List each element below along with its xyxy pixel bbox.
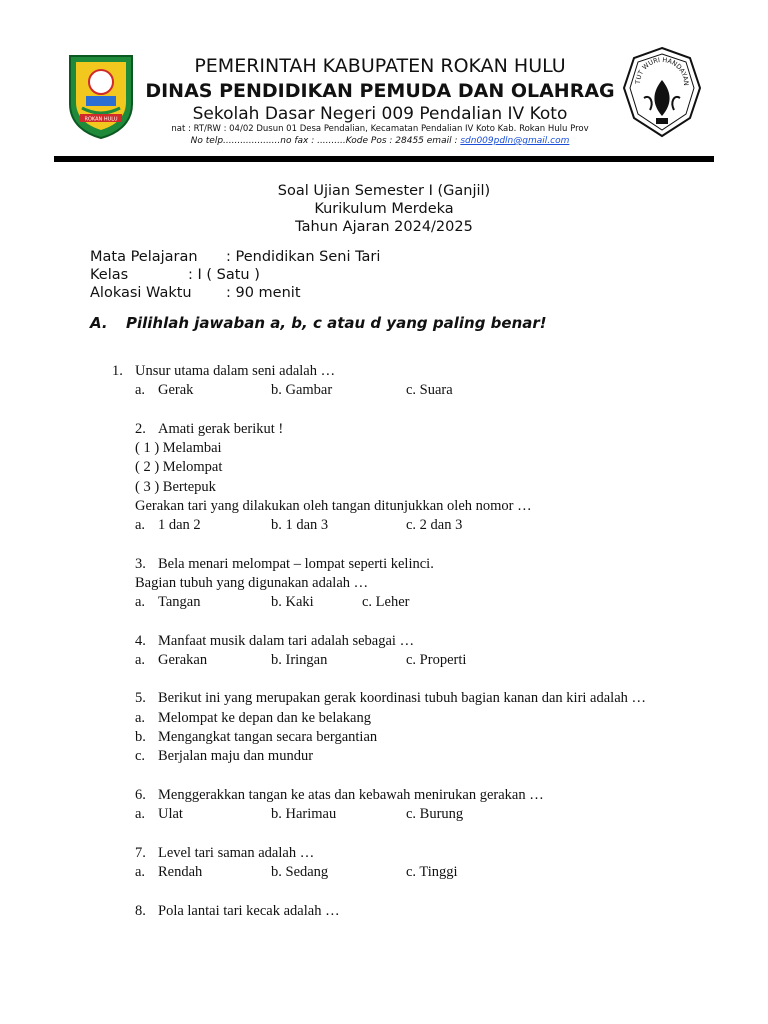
q5-option-a: Melompat ke depan dan ke belakang bbox=[158, 710, 371, 726]
q7-text: Level tari saman adalah … bbox=[158, 845, 315, 861]
q5-number: 5. bbox=[135, 690, 146, 706]
tut-wuri-text: TUT WURI HANDAYAN bbox=[633, 55, 691, 86]
info-class-value: : I ( Satu ) bbox=[188, 267, 260, 283]
regency-logo bbox=[66, 52, 136, 140]
q5-option-b: Mengangkat tangan secara bergantian bbox=[158, 729, 378, 745]
letterhead-divider bbox=[54, 156, 714, 162]
letterhead-government: PEMERINTAH KABUPATEN ROKAN HULU bbox=[194, 55, 566, 77]
contact-text: No telp....................no fax : ..........Kode Pos : 28455 email : bbox=[190, 136, 461, 146]
q8-number: 8. bbox=[135, 903, 146, 919]
q3-text: Bela menari melompat – lompat seperti kelinci. bbox=[158, 556, 434, 572]
q6-a-letter: a. bbox=[135, 806, 146, 822]
section-instruction: Pilihlah jawaban a, b, c atau d yang paling benar! bbox=[126, 314, 547, 332]
q2-line-2: ( 2 ) Melompat bbox=[135, 459, 223, 475]
q6-text: Menggerakkan tangan ke atas dan kebawah menirukan gerakan … bbox=[158, 787, 544, 803]
school-email-link[interactable]: sdn009pdln@gmail.com bbox=[460, 136, 570, 146]
q5-a-letter: a. bbox=[135, 710, 146, 726]
info-duration-value: : 90 menit bbox=[226, 285, 301, 301]
q2-option-c: c. 2 dan 3 bbox=[406, 517, 463, 533]
q1-a-letter: a. bbox=[135, 382, 146, 398]
info-duration bbox=[90, 285, 301, 301]
q5-c-letter: c. bbox=[135, 748, 146, 764]
section-letter: A. bbox=[90, 314, 108, 332]
q4-number: 4. bbox=[135, 633, 146, 649]
letterhead-contact bbox=[140, 136, 620, 146]
q2-number: 2. bbox=[135, 421, 146, 437]
q7-option-c: c. Tinggi bbox=[406, 864, 458, 880]
q1-option-c: c. Suara bbox=[406, 382, 453, 398]
q5-text: Berikut ini yang merupakan gerak koordinasi tubuh bagian kanan dan kiri adalah … bbox=[158, 690, 647, 706]
exam-year: Tahun Ajaran 2024/2025 bbox=[295, 219, 473, 235]
q2-line-3: ( 3 ) Bertepuk bbox=[135, 479, 216, 495]
q2-a-letter: a. bbox=[135, 517, 146, 533]
tut-wuri-handayani-logo bbox=[620, 44, 704, 140]
q2-text: Amati gerak berikut ! bbox=[158, 421, 284, 437]
q4-option-a: Gerakan bbox=[158, 652, 208, 668]
q1-number: 1. bbox=[112, 363, 123, 379]
exam-title: Soal Ujian Semester I (Ganjil) bbox=[277, 183, 491, 199]
q1-text: Unsur utama dalam seni adalah … bbox=[135, 363, 336, 379]
q8-text: Pola lantai tari kecak adalah … bbox=[158, 903, 340, 919]
q6-number: 6. bbox=[135, 787, 146, 803]
q1-option-b: b. Gambar bbox=[271, 382, 333, 398]
q1-option-a: Gerak bbox=[158, 382, 194, 398]
info-class bbox=[90, 267, 260, 283]
q3-option-a: Tangan bbox=[158, 594, 201, 610]
q4-option-b: b. Iringan bbox=[271, 652, 328, 668]
q2-option-b: b. 1 dan 3 bbox=[271, 517, 329, 533]
info-subject-label: Mata Pelajaran bbox=[90, 249, 198, 265]
q5-b-letter: b. bbox=[135, 729, 146, 745]
q7-number: 7. bbox=[135, 845, 146, 861]
q3-option-b: b. Kaki bbox=[271, 594, 314, 610]
exam-curriculum: Kurikulum Merdeka bbox=[314, 201, 454, 217]
q3-option-c: c. Leher bbox=[362, 594, 410, 610]
letterhead-school: Sekolah Dasar Negeri 009 Pendalian IV Koto bbox=[192, 104, 568, 124]
info-duration-label: Alokasi Waktu bbox=[90, 285, 192, 301]
q4-a-letter: a. bbox=[135, 652, 146, 668]
q4-option-c: c. Properti bbox=[406, 652, 467, 668]
q5-option-c: Berjalan maju dan mundur bbox=[158, 748, 314, 764]
info-subject-value: : Pendidikan Seni Tari bbox=[226, 249, 381, 265]
q7-option-a: Rendah bbox=[158, 864, 203, 880]
q3-a-letter: a. bbox=[135, 594, 146, 610]
q2-option-a: 1 dan 2 bbox=[158, 517, 201, 533]
q6-option-a: Ulat bbox=[158, 806, 183, 822]
q2-line-4: Gerakan tari yang dilakukan oleh tangan ditunjukkan oleh nomor … bbox=[135, 498, 532, 514]
q6-option-c: c. Burung bbox=[406, 806, 464, 822]
section-a-heading bbox=[90, 314, 547, 332]
letterhead-department: DINAS PENDIDIKAN PEMUDA DAN OLAHRAG bbox=[145, 80, 615, 102]
letterhead-address: nat : RT/RW : 04/02 Dusun 01 Desa Pendalian, Kecamatan Pendalian IV Koto Kab. Rokan Hulu Prov bbox=[171, 124, 589, 134]
info-subject bbox=[90, 249, 381, 265]
q7-option-b: b. Sedang bbox=[271, 864, 329, 880]
q4-text: Manfaat musik dalam tari adalah sebagai … bbox=[158, 633, 415, 649]
q3-line-1: Bagian tubuh yang digunakan adalah … bbox=[135, 575, 369, 591]
q6-option-b: b. Harimau bbox=[271, 806, 337, 822]
q7-a-letter: a. bbox=[135, 864, 146, 880]
q3-number: 3. bbox=[135, 556, 146, 572]
q2-line-1: ( 1 ) Melambai bbox=[135, 440, 222, 456]
info-class-label: Kelas bbox=[90, 267, 129, 283]
regency-logo-text: ROKAN HULU bbox=[84, 116, 118, 123]
